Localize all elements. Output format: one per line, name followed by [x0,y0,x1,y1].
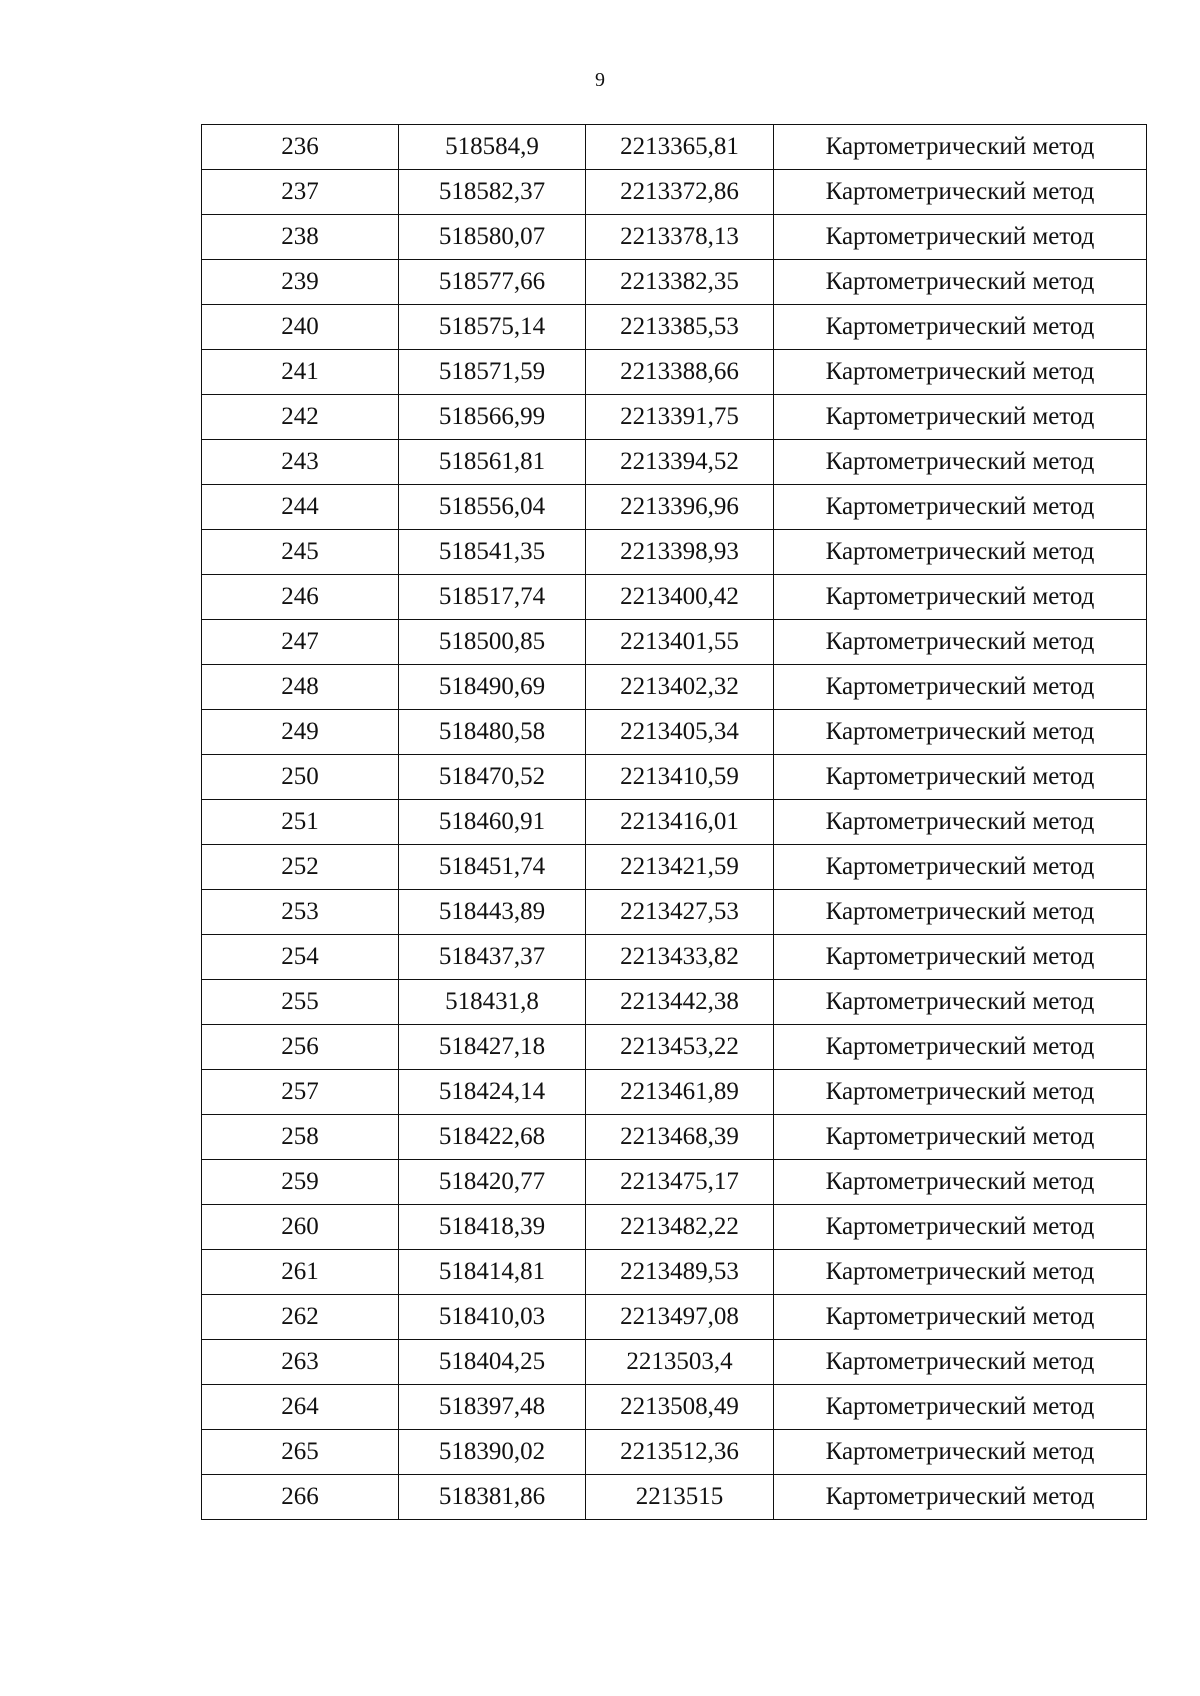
point-number-cell: 238 [202,215,399,260]
y-coordinate-cell: 2213442,38 [586,980,774,1025]
table-row [202,755,1147,800]
x-coordinate-cell: 518460,91 [399,800,586,845]
y-coordinate-cell: 2213421,59 [586,845,774,890]
y-coordinate-cell: 2213503,4 [586,1340,774,1385]
table-row [202,530,1147,575]
y-coordinate-cell: 2213400,42 [586,575,774,620]
table-row [202,1115,1147,1160]
point-number-cell: 237 [202,170,399,215]
table-row [202,305,1147,350]
x-coordinate-cell: 518443,89 [399,890,586,935]
x-coordinate-cell: 518541,35 [399,530,586,575]
method-cell: Картометрический метод [774,1160,1147,1205]
point-number-cell: 236 [202,125,399,170]
method-cell: Картометрический метод [774,1250,1147,1295]
table-row [202,215,1147,260]
point-number-cell: 260 [202,1205,399,1250]
method-cell: Картометрический метод [774,665,1147,710]
point-number-cell: 245 [202,530,399,575]
y-coordinate-cell: 2213385,53 [586,305,774,350]
point-number-cell: 258 [202,1115,399,1160]
x-coordinate-cell: 518571,59 [399,350,586,395]
x-coordinate-cell: 518575,14 [399,305,586,350]
y-coordinate-cell: 2213427,53 [586,890,774,935]
y-coordinate-cell: 2213378,13 [586,215,774,260]
point-number-cell: 241 [202,350,399,395]
y-coordinate-cell: 2213512,36 [586,1430,774,1475]
y-coordinate-cell: 2213482,22 [586,1205,774,1250]
table-row [202,350,1147,395]
table-row [202,980,1147,1025]
point-number-cell: 246 [202,575,399,620]
point-number-cell: 244 [202,485,399,530]
method-cell: Картометрический метод [774,980,1147,1025]
point-number-cell: 249 [202,710,399,755]
point-number-cell: 240 [202,305,399,350]
table-row [202,440,1147,485]
x-coordinate-cell: 518584,9 [399,125,586,170]
table-row [202,260,1147,305]
method-cell: Картометрический метод [774,530,1147,575]
method-cell: Картометрический метод [774,1475,1147,1520]
table-row [202,1205,1147,1250]
x-coordinate-cell: 518561,81 [399,440,586,485]
point-number-cell: 250 [202,755,399,800]
method-cell: Картометрический метод [774,845,1147,890]
table-row [202,1160,1147,1205]
method-cell: Картометрический метод [774,1205,1147,1250]
point-number-cell: 262 [202,1295,399,1340]
y-coordinate-cell: 2213401,55 [586,620,774,665]
point-number-cell: 261 [202,1250,399,1295]
method-cell: Картометрический метод [774,1340,1147,1385]
table-row [202,1250,1147,1295]
method-cell: Картометрический метод [774,485,1147,530]
coordinates-table [201,124,1147,1520]
coordinates-table-body [202,125,1147,1520]
method-cell: Картометрический метод [774,890,1147,935]
y-coordinate-cell: 2213433,82 [586,935,774,980]
x-coordinate-cell: 518410,03 [399,1295,586,1340]
y-coordinate-cell: 2213402,32 [586,665,774,710]
x-coordinate-cell: 518437,37 [399,935,586,980]
table-row [202,1385,1147,1430]
table-row [202,170,1147,215]
point-number-cell: 256 [202,1025,399,1070]
y-coordinate-cell: 2213398,93 [586,530,774,575]
x-coordinate-cell: 518414,81 [399,1250,586,1295]
table-row [202,620,1147,665]
method-cell: Картометрический метод [774,1430,1147,1475]
point-number-cell: 263 [202,1340,399,1385]
table-row [202,1025,1147,1070]
method-cell: Картометрический метод [774,935,1147,980]
method-cell: Картометрический метод [774,125,1147,170]
y-coordinate-cell: 2213405,34 [586,710,774,755]
x-coordinate-cell: 518582,37 [399,170,586,215]
method-cell: Картометрический метод [774,575,1147,620]
y-coordinate-cell: 2213489,53 [586,1250,774,1295]
point-number-cell: 242 [202,395,399,440]
point-number-cell: 239 [202,260,399,305]
x-coordinate-cell: 518500,85 [399,620,586,665]
table-row [202,665,1147,710]
table-row [202,1430,1147,1475]
x-coordinate-cell: 518470,52 [399,755,586,800]
x-coordinate-cell: 518397,48 [399,1385,586,1430]
table-row [202,1295,1147,1340]
point-number-cell: 251 [202,800,399,845]
method-cell: Картометрический метод [774,170,1147,215]
y-coordinate-cell: 2213365,81 [586,125,774,170]
y-coordinate-cell: 2213461,89 [586,1070,774,1115]
table-row [202,800,1147,845]
table-row [202,845,1147,890]
x-coordinate-cell: 518431,8 [399,980,586,1025]
x-coordinate-cell: 518577,66 [399,260,586,305]
table-row [202,1070,1147,1115]
point-number-cell: 247 [202,620,399,665]
table-row [202,1340,1147,1385]
y-coordinate-cell: 2213515 [586,1475,774,1520]
y-coordinate-cell: 2213416,01 [586,800,774,845]
x-coordinate-cell: 518480,58 [399,710,586,755]
point-number-cell: 253 [202,890,399,935]
table-row [202,710,1147,755]
method-cell: Картометрический метод [774,350,1147,395]
x-coordinate-cell: 518390,02 [399,1430,586,1475]
x-coordinate-cell: 518566,99 [399,395,586,440]
point-number-cell: 264 [202,1385,399,1430]
x-coordinate-cell: 518490,69 [399,665,586,710]
page-number: 9 [595,69,605,91]
table-row [202,395,1147,440]
point-number-cell: 266 [202,1475,399,1520]
method-cell: Картометрический метод [774,260,1147,305]
point-number-cell: 243 [202,440,399,485]
y-coordinate-cell: 2213391,75 [586,395,774,440]
y-coordinate-cell: 2213468,39 [586,1115,774,1160]
x-coordinate-cell: 518420,77 [399,1160,586,1205]
point-number-cell: 257 [202,1070,399,1115]
y-coordinate-cell: 2213382,35 [586,260,774,305]
y-coordinate-cell: 2213410,59 [586,755,774,800]
method-cell: Картометрический метод [774,395,1147,440]
x-coordinate-cell: 518451,74 [399,845,586,890]
method-cell: Картометрический метод [774,620,1147,665]
point-number-cell: 248 [202,665,399,710]
y-coordinate-cell: 2213453,22 [586,1025,774,1070]
point-number-cell: 255 [202,980,399,1025]
x-coordinate-cell: 518424,14 [399,1070,586,1115]
table-row [202,935,1147,980]
method-cell: Картометрический метод [774,215,1147,260]
y-coordinate-cell: 2213508,49 [586,1385,774,1430]
table-row [202,575,1147,620]
x-coordinate-cell: 518427,18 [399,1025,586,1070]
point-number-cell: 259 [202,1160,399,1205]
method-cell: Картометрический метод [774,305,1147,350]
y-coordinate-cell: 2213388,66 [586,350,774,395]
method-cell: Картометрический метод [774,1070,1147,1115]
x-coordinate-cell: 518404,25 [399,1340,586,1385]
y-coordinate-cell: 2213372,86 [586,170,774,215]
x-coordinate-cell: 518418,39 [399,1205,586,1250]
method-cell: Картометрический метод [774,440,1147,485]
x-coordinate-cell: 518422,68 [399,1115,586,1160]
y-coordinate-cell: 2213497,08 [586,1295,774,1340]
y-coordinate-cell: 2213475,17 [586,1160,774,1205]
table-row [202,1475,1147,1520]
x-coordinate-cell: 518556,04 [399,485,586,530]
point-number-cell: 265 [202,1430,399,1475]
point-number-cell: 252 [202,845,399,890]
method-cell: Картометрический метод [774,755,1147,800]
method-cell: Картометрический метод [774,800,1147,845]
table-row [202,485,1147,530]
point-number-cell: 254 [202,935,399,980]
table-row [202,125,1147,170]
method-cell: Картометрический метод [774,710,1147,755]
method-cell: Картометрический метод [774,1385,1147,1430]
x-coordinate-cell: 518580,07 [399,215,586,260]
method-cell: Картометрический метод [774,1115,1147,1160]
x-coordinate-cell: 518517,74 [399,575,586,620]
y-coordinate-cell: 2213394,52 [586,440,774,485]
table-row [202,890,1147,935]
method-cell: Картометрический метод [774,1025,1147,1070]
y-coordinate-cell: 2213396,96 [586,485,774,530]
method-cell: Картометрический метод [774,1295,1147,1340]
x-coordinate-cell: 518381,86 [399,1475,586,1520]
